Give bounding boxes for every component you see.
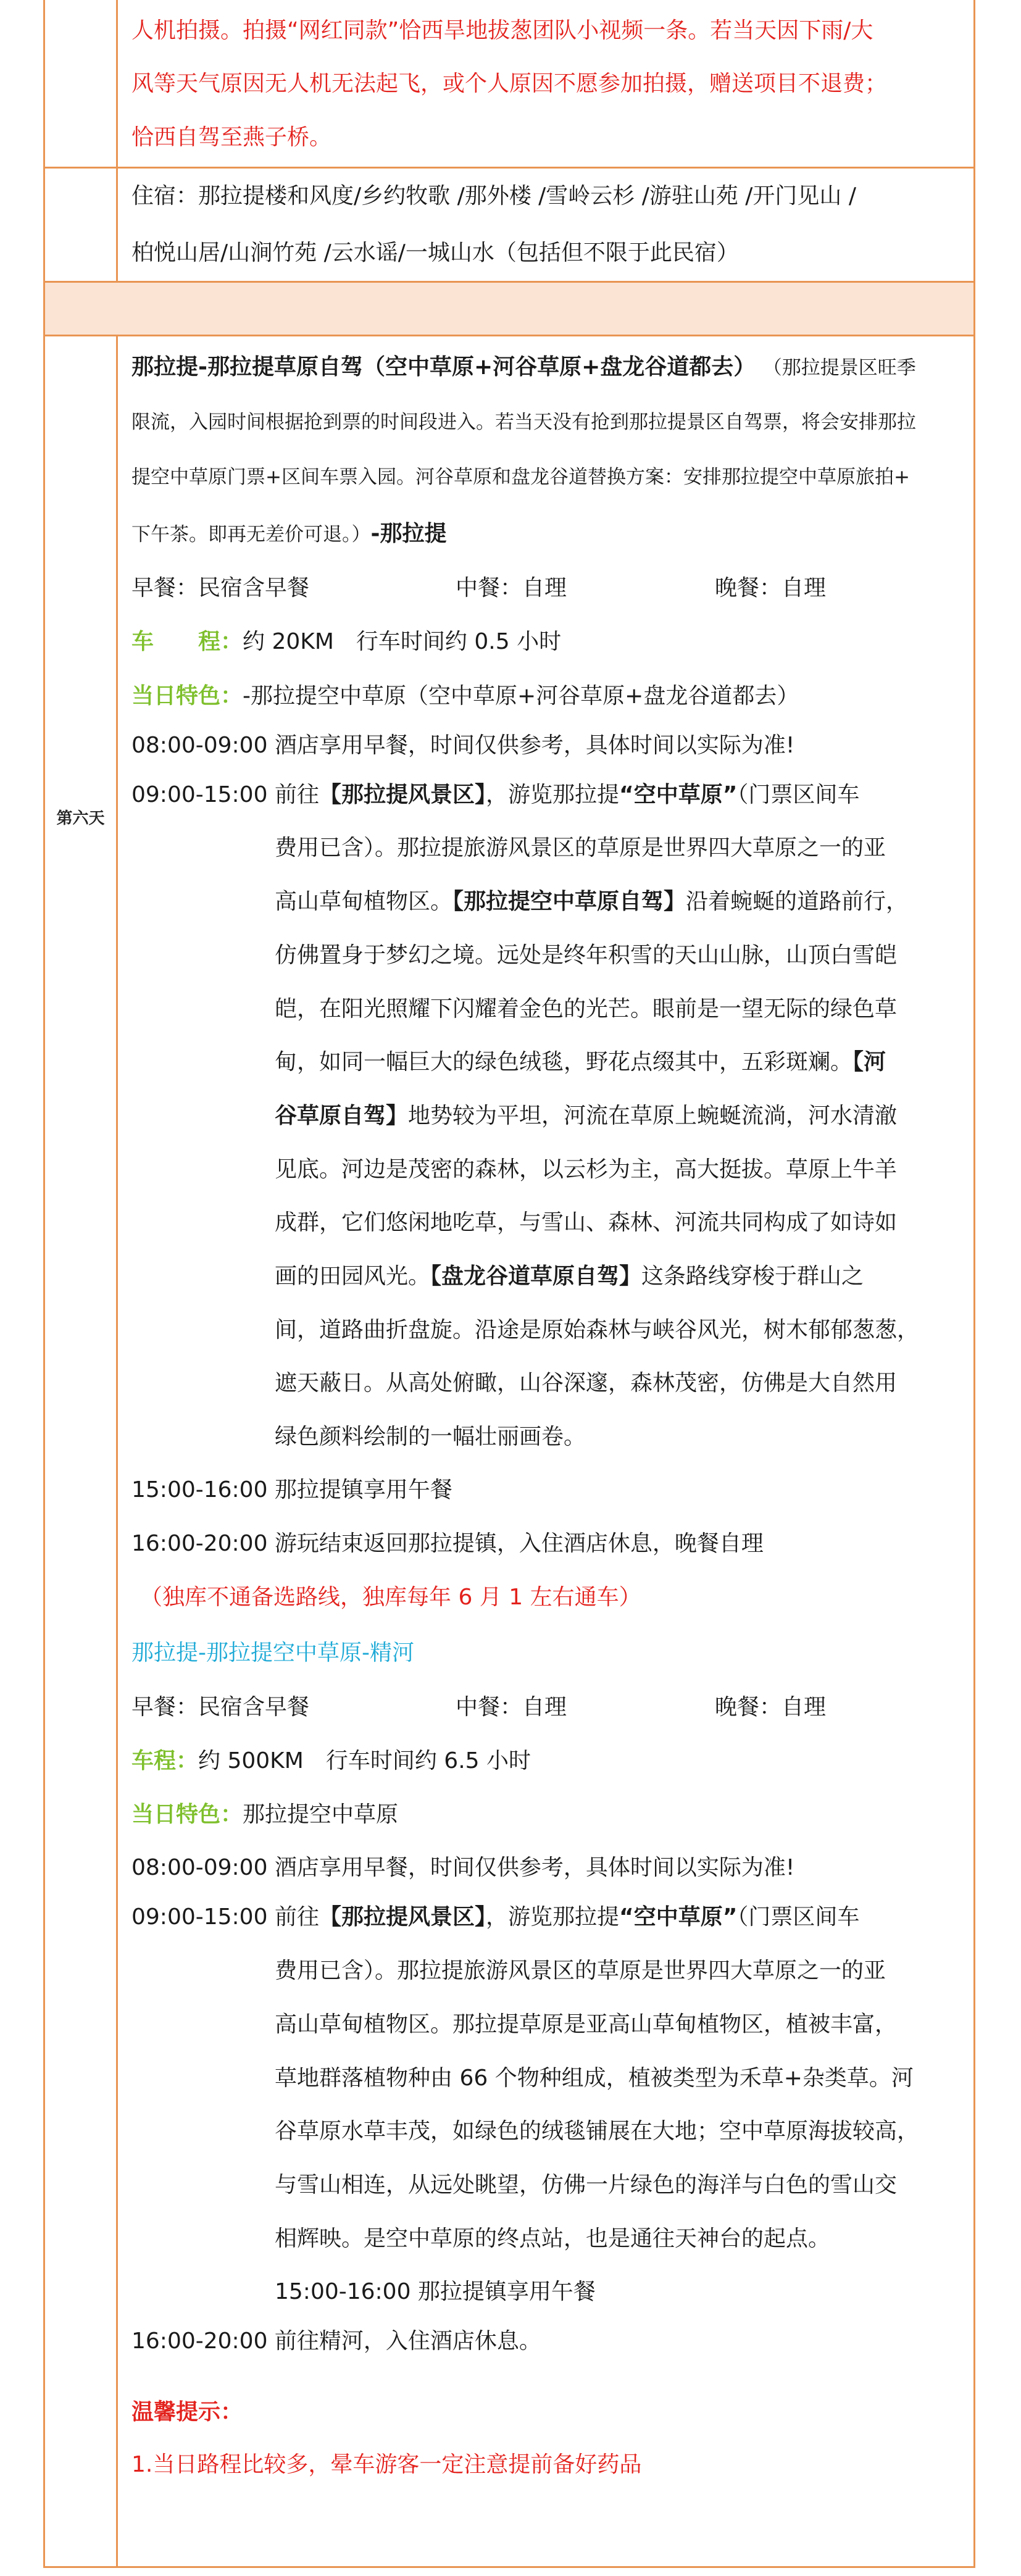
- day-label: 第六天: [56, 809, 105, 828]
- separator-band: [45, 283, 973, 335]
- lunch: 中餐：自理: [456, 1694, 567, 1720]
- tips-item: 1.当日路程比较多，晕车游客一定注意提前备好药品: [131, 2452, 642, 2477]
- schedule-item: 15:00-16:00 那拉提镇享用午餐: [131, 1477, 452, 1503]
- schedule-item: 08:00-09:00 酒店享用早餐，时间仅供参考，具体时间以实际为准!: [131, 733, 795, 758]
- route-a-title-line: 那拉提-那拉提草原自驾（空中草原+河谷草原+盘龙谷道都去） （那拉提景区旺季: [131, 354, 916, 380]
- lunch: 中餐：自理: [456, 575, 567, 601]
- schedule-item: 16:00-20:00 游玩结束返回那拉提镇，入住酒店休息，晚餐自理: [131, 1531, 764, 1556]
- schedule-item: 08:00-09:00 酒店享用早餐，时间仅供参考，具体时间以实际为准!: [131, 1855, 795, 1880]
- schedule-item: 16:00-20:00 前往精河，入住酒店休息。: [131, 2328, 541, 2354]
- dinner: 晚餐：自理: [715, 1694, 827, 1720]
- route-a-title: 那拉提-那拉提草原自驾（空中草原+河谷草原+盘龙谷道都去）: [131, 354, 756, 380]
- route-a-feature: 当日特色：-那拉提空中草原（空中草原+河谷草原+盘龙谷道都去）: [131, 683, 799, 709]
- breakfast: 早餐：民宿含早餐: [131, 1694, 310, 1720]
- row-divider: [45, 167, 973, 169]
- route-b-title: 那拉提-那拉提空中草原-精河: [131, 1640, 414, 1665]
- breakfast: 早餐：民宿含早餐: [131, 575, 310, 601]
- tips-title: 温馨提示：: [131, 2399, 243, 2425]
- schedule-item: 09:00-15:00: [131, 1904, 268, 1930]
- route-b-feature: 当日特色：那拉提空中草原: [131, 1802, 399, 1827]
- schedule-item: 09:00-15:00: [131, 782, 268, 807]
- row-divider: [45, 335, 973, 336]
- route-a-drive: 车 程：约 20KM 行车时间约 0.5 小时: [131, 629, 562, 654]
- route-b-drive: 车程：约 500KM 行车时间约 6.5 小时: [131, 1748, 531, 1774]
- alt-route-note: （独库不通备选路线，独库每年 6 月 1 左右通车）: [140, 1585, 641, 1610]
- day-column: [45, 0, 118, 2566]
- itinerary-table: 第六天 人机拍摄。拍摄“网红同款”恰西旱地拔葱团队小视频一条。若当天因下雨/大 风等天气原因无人机无法起飞，或个人原因不愿参加拍摄，赠送项目不退费； 恰西自驾至燕子桥。 住宿：那拉提楼和风度/乡约牧歌 /那外楼 /雪岭云杉 /游驻山苑 /开门见山 / 柏悦山居/山涧竹苑 /云水谣/一城山水（包括但不限于此民宿） 那拉提-那拉提草原自驾（空中草原+河谷草原+盘龙谷道都去） （那拉提景区旺季 限流，入园时间根据抢到票的时间段进入。若当天没有抢到那拉提景区自驾票，将会安排那拉 提空中草原门票+区间车票入园。河谷草原和盘龙谷道替换方案：安排那拉提空中草原旅拍+ 下午茶。即再无差价可退。）-那拉提 早餐：民宿含早餐 中餐：自理 晚餐：自理 车 程：约 20KM 行车时间约 0.5 小时 当日特色：-那拉提空中草原（空中草原+河谷草原+盘龙谷道都去） 08:00-09:00 酒店享用早餐，时间仅供参考，具体时间以实际为准! 09:00-15:00 前往【那拉提风景区】，游览那拉提“空中草原”（门票区间车 费用已含）。那拉提旅游风景区的草原是世界四大草原之一的亚 高山草甸植物区。【那拉提空中草原自驾】沿着蜿蜒的道路前行， 仿佛置身于梦幻之境。远处是终年积雪的天山山脉，山顶白雪皑 皑，在阳光照耀下闪耀着金色的光芒。眼前是一望无际的绿色草 甸，如同一幅巨大的绿色绒毯，野花点缀其中，五彩斑斓。【河 谷草原自驾】地势较为平坦，河流在草原上蜿蜒流淌，河水清澈 见底。河边是茂密的森林，以云杉为主，高大挺拔。草原上牛羊 成群，它们悠闲地吃草，与雪山、森林、河流共同构成了如诗如 画的田园风光。【盘龙谷道草原自驾】这条路线穿梭于群山之 间，道路曲折盘旋。沿途是原始森林与峡谷风光，树木郁郁葱葱， 遮天蔽日。从高处俯瞰，山谷深邃，森林茂密，仿佛是大自然用 绿色颜料绘制的一幅壮丽画卷。 15:00-16:00 那拉提镇享用午餐 16:00-20:00 游玩结束返回那拉提镇，入住酒店休息，晚餐自理 （独库不通备选路线，独库每年 6 月 1 左右通车） 那拉提-那拉提空中草原-精河 早餐：民宿含早餐 中餐：自理 晚餐：自理 车程：约 500KM 行车时间约 6.5 小时 当日特色：那拉提空中草原 08:00-09:00 酒店享用早餐，时间仅供参考，具体时间以实际为准! 09:00-15:00 前往【那拉提风景区】，游览那拉提“空中草原”（门票区间车 费用已含）。那拉提旅游风景区的草原是世界四大草原之一的亚 高山草甸植物区。那拉提草原是亚高山草甸植物区，植被丰富， 草地群落植物种由 66 个物种组成，植被类型为禾草+杂类草。河 谷草原水草丰茂，如绿色的绒毯铺展在大地；空中草原海拔较高， 与雪山相连，从远处眺望，仿佛一片绿色的海洋与白色的雪山交 相辉映。是空中草原的终点站，也是通往天神台的起点。 15:00-16:00 那拉提镇享用午餐 16:00-20:00 前往精河，入住酒店休息。 温馨提示： 1.当日路程比较多，晕车游客一定注意提前备好药品: [43, 0, 975, 2568]
- dinner: 晚餐：自理: [715, 575, 827, 601]
